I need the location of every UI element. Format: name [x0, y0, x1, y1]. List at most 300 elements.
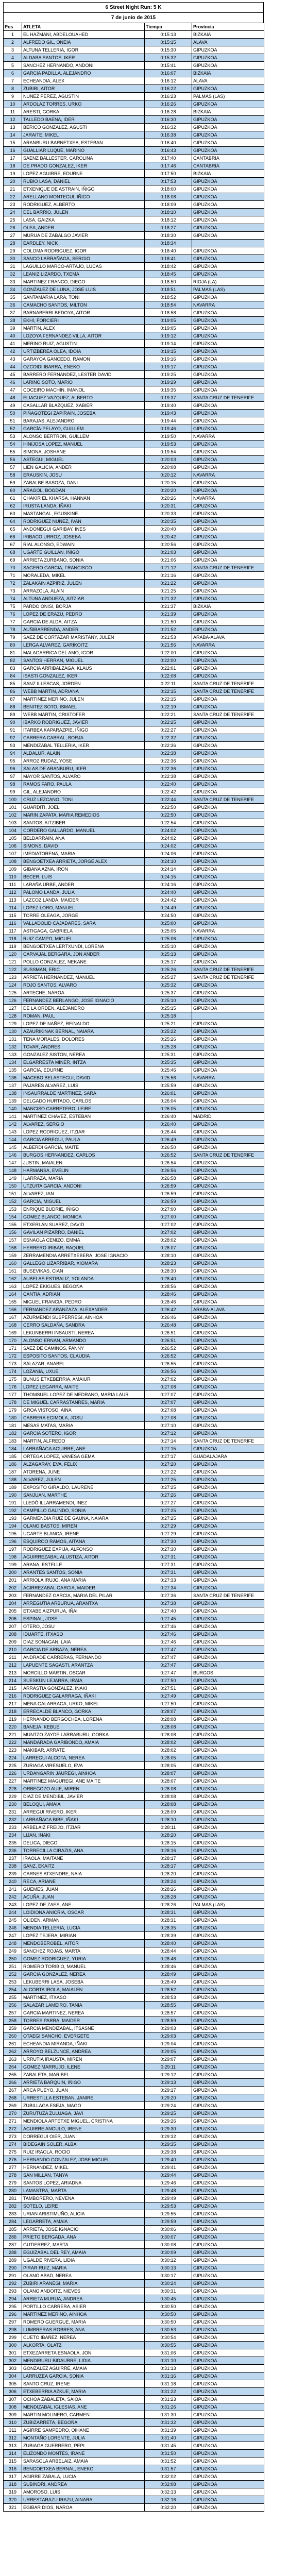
- cell-province: SANTA CRUZ DE TENERIFE: [192, 680, 264, 688]
- cell-athlete: URRUTIA IRAUSTA, MIREN: [22, 2056, 145, 2063]
- cell-time: 0:18:34: [145, 240, 192, 247]
- cell-position: 205: [4, 1607, 22, 1615]
- cell-position: 240: [4, 1878, 22, 1886]
- table-row: [4, 2025, 264, 2032]
- cell-province: GIPUZKOA: [192, 912, 264, 920]
- cell-athlete: RODRIGUEZ GALARRAGA, IÑAKI: [22, 1692, 145, 1700]
- cell-athlete: HARMANSA, EVELIN: [22, 1167, 145, 1175]
- cell-position: 16: [4, 147, 22, 155]
- cell-athlete: ALDABA SANTOS, IKER: [22, 54, 145, 62]
- table-row: [4, 641, 264, 649]
- cell-time: 0:27:15: [145, 1445, 192, 1453]
- cell-province: GIPUZKOA: [192, 1584, 264, 1592]
- cell-province: GIPUZKOA: [192, 355, 264, 363]
- table-row: [4, 989, 264, 997]
- table-row: [4, 927, 264, 935]
- cell-province: GIPUZKOA: [192, 402, 264, 410]
- cell-province: GIPUZKOA: [192, 1793, 264, 1801]
- cell-athlete: LOPEZ LEGARRA, MAITE: [22, 1383, 145, 1391]
- cell-province: GIPUZKOA: [192, 2009, 264, 2017]
- cell-province: GIPUZKOA: [192, 54, 264, 62]
- cell-athlete: RAMOS FARO, PAULA: [22, 781, 145, 788]
- cell-time: 0:28:02: [145, 1747, 192, 1754]
- cell-province: GIPUZKOA: [192, 2249, 264, 2257]
- cell-province: GIPUZKOA: [192, 2056, 264, 2063]
- cell-position: 138: [4, 1090, 22, 1097]
- table-row: [4, 549, 264, 556]
- cell-time: 0:25:22: [145, 1028, 192, 1036]
- cell-athlete: MARTINEZ CHAVEZ, ESTEBAN: [22, 1113, 145, 1121]
- cell-athlete: ALDALUR, ALAIN: [22, 750, 145, 757]
- cell-province: GIPUZKOA: [192, 1028, 264, 1036]
- cell-position: 101: [4, 804, 22, 811]
- cell-athlete: GARCIA GONZALEZ, NEREA: [22, 1971, 145, 1978]
- cell-position: 290: [4, 2264, 22, 2272]
- cell-province: GIPUZKOA: [192, 819, 264, 827]
- table-row: [4, 1577, 264, 1584]
- cell-province: GIPUZKOA: [192, 889, 264, 896]
- table-row: [4, 2056, 264, 2063]
- cell-province: GIPUZKOA: [192, 1406, 264, 1414]
- cell-athlete: LARRAÑAGA BIBE, IÑAKI: [22, 1816, 145, 1824]
- cell-time: 0:20:20: [145, 487, 192, 495]
- cell-athlete: ZALAKAIN AZPIRIZ, JULEN: [22, 580, 145, 587]
- cell-athlete: URDANGARIN JAUREGI, AINHOA: [22, 1770, 145, 1777]
- cell-position: 222: [4, 1739, 22, 1747]
- cell-position: 295: [4, 2303, 22, 2311]
- table-row: [4, 2187, 264, 2195]
- cell-position: 152: [4, 1198, 22, 1206]
- cell-time: 0:31:50: [145, 2450, 192, 2458]
- cell-position: 267: [4, 2087, 22, 2094]
- cell-position: 98: [4, 781, 22, 788]
- cell-position: 227: [4, 1777, 22, 1785]
- cell-province: GIPUZKOA: [192, 533, 264, 541]
- cell-position: 103: [4, 819, 22, 827]
- table-row: [4, 394, 264, 402]
- table-row: [4, 1770, 264, 1777]
- cell-athlete: THOMSUEL LOPEZ DE MEDRANO, MARIA LAUR: [22, 1391, 145, 1399]
- cell-time: 0:31:32: [145, 2419, 192, 2427]
- cell-time: 0:30:17: [145, 2272, 192, 2280]
- cell-athlete: ZABALETA, MARIBEL: [22, 2071, 145, 2079]
- cell-position: 264: [4, 2063, 22, 2071]
- cell-athlete: ESPINAL, JOSE: [22, 1615, 145, 1623]
- table-row: [4, 209, 264, 216]
- table-row: [4, 1808, 264, 1816]
- cell-time: 0:27:30: [145, 1538, 192, 1546]
- table-row: [4, 2141, 264, 2148]
- table-row: [4, 2087, 264, 2094]
- cell-time: 0:27:47: [145, 1662, 192, 1669]
- cell-position: 93: [4, 742, 22, 750]
- table-row: [4, 1260, 264, 1267]
- cell-position: 59: [4, 479, 22, 487]
- table-row: [4, 2481, 264, 2488]
- cell-time: 0:29:59: [145, 2218, 192, 2226]
- cell-position: 14: [4, 131, 22, 139]
- table-row: [4, 1468, 264, 1476]
- cell-position: 303: [4, 2365, 22, 2372]
- table-row: [4, 1515, 264, 1522]
- cell-time: 0:26:05: [145, 1105, 192, 1113]
- cell-time: 0:29:13: [145, 2079, 192, 2087]
- cell-time: 0:29:44: [145, 2172, 192, 2179]
- cell-position: 273: [4, 2133, 22, 2141]
- table-row: [4, 1569, 264, 1577]
- cell-province: GIPUZKOA: [192, 1515, 264, 1522]
- cell-position: 12: [4, 116, 22, 124]
- cell-position: 195: [4, 1530, 22, 1538]
- table-row: [4, 2063, 264, 2071]
- cell-time: 0:28:52: [145, 1986, 192, 1994]
- cell-province: SANTA CRUZ DE TENERIFE: [192, 796, 264, 804]
- cell-province: GIPUZKOA: [192, 348, 264, 355]
- cell-position: 247: [4, 1932, 22, 1940]
- cell-time: 0:20:26: [145, 495, 192, 502]
- cell-athlete: BUNUS ETXEBERRIA, AMAIUR: [22, 1376, 145, 1383]
- cell-position: 141: [4, 1113, 22, 1121]
- cell-province: GIPUZKOA: [192, 1855, 264, 1862]
- cell-province: GIPUZKOA: [192, 2032, 264, 2040]
- cell-athlete: ARTECHE, NAROA: [22, 989, 145, 997]
- cell-position: 105: [4, 835, 22, 842]
- cell-position: 234: [4, 1832, 22, 1839]
- table-row: [4, 1700, 264, 1708]
- cell-province: GIPUZKOA: [192, 1244, 264, 1252]
- cell-position: 37: [4, 309, 22, 317]
- cell-athlete: SANCHEZ HERNANDO, ANDONI: [22, 62, 145, 70]
- table-row: [4, 1097, 264, 1105]
- cell-athlete: ALTUNA ANDUEZA, AITZIAR: [22, 595, 145, 603]
- cell-athlete: RUIZ IRAOLA, ROCIO: [22, 2148, 145, 2156]
- cell-position: 85: [4, 680, 22, 688]
- cell-position: 131: [4, 1036, 22, 1043]
- cell-time: 0:27:47: [145, 1669, 192, 1677]
- cell-position: 255: [4, 1994, 22, 2002]
- cell-time: 0:25:18: [145, 1012, 192, 1020]
- cell-province: PALMAS (LAS): [192, 1901, 264, 1909]
- cell-time: 0:28:08: [145, 1785, 192, 1793]
- cell-province: GIPUZKOA: [192, 2434, 264, 2442]
- cell-position: 167: [4, 1314, 22, 1321]
- cell-time: 0:26:50: [145, 1144, 192, 1151]
- cell-athlete: LIEN GALICIA, ANDER: [22, 464, 145, 471]
- cell-province: GIPUZKOA: [192, 85, 264, 93]
- table-row: [4, 1862, 264, 1870]
- cell-province: GIPUZKOA: [192, 1546, 264, 1553]
- cell-athlete: GAVILAN PIZARRO, DANIEL: [22, 1229, 145, 1236]
- table-row: [4, 966, 264, 974]
- cell-province: GIPUZKOA: [192, 2226, 264, 2233]
- cell-province: GIPUZKOA: [192, 2318, 264, 2326]
- cell-province: GIPUZKOA: [192, 2233, 264, 2241]
- cell-province: GIPUZKOA: [192, 873, 264, 881]
- table-row: [4, 1445, 264, 1453]
- cell-position: 293: [4, 2287, 22, 2295]
- cell-province: GIPUZKOA: [192, 386, 264, 394]
- cell-athlete: ARDOLAZ TORRES, URKO: [22, 100, 145, 108]
- cell-province: GIPUZKOA: [192, 2365, 264, 2372]
- cell-time: 0:29:11: [145, 2063, 192, 2071]
- cell-province: GIPUZKOA: [192, 1631, 264, 1638]
- cell-athlete: BARAJAS, ALEJANDRO: [22, 417, 145, 425]
- cell-time: 0:26:52: [145, 1352, 192, 1360]
- cell-athlete: ARRAZOLA, ALAIN: [22, 587, 145, 595]
- table-row: [4, 332, 264, 340]
- table-row: [4, 734, 264, 742]
- cell-province: GIPUZKOA: [192, 2280, 264, 2287]
- cell-province: GIPUZKOA: [192, 2427, 264, 2434]
- table-row: [4, 1252, 264, 1260]
- table-row: [4, 842, 264, 850]
- cell-position: 192: [4, 1507, 22, 1515]
- table-row: [4, 286, 264, 294]
- cell-time: 0:26:56: [145, 1368, 192, 1376]
- cell-province: GIPUZKOA: [192, 1747, 264, 1754]
- cell-position: 301: [4, 2349, 22, 2357]
- cell-position: 280: [4, 2187, 22, 2195]
- cell-athlete: CARVAJAL BERGARA, JON ANDER: [22, 951, 145, 958]
- cell-athlete: ARANA, ESTELLE: [22, 1561, 145, 1569]
- cell-athlete: MESAS MATAS, MARIA: [22, 1422, 145, 1430]
- cell-athlete: UGARTE BLANCA, IRENE: [22, 1530, 145, 1538]
- cell-province: ARABA-ALAVA: [192, 1306, 264, 1314]
- table-row: [4, 1074, 264, 1082]
- cell-province: GIPUZKOA: [192, 2040, 264, 2048]
- cell-province: GIPUZKOA: [192, 1677, 264, 1685]
- cell-time: 0:27:50: [145, 1677, 192, 1685]
- cell-time: 0:18:12: [145, 216, 192, 224]
- cell-time: 0:31:23: [145, 2396, 192, 2403]
- table-header-row: [4, 23, 264, 31]
- cell-position: 38: [4, 317, 22, 325]
- cell-athlete: CERRO SALDAÑA, SANDRA: [22, 1321, 145, 1329]
- cell-province: GIPUZKOA: [192, 1182, 264, 1190]
- table-row: [4, 2380, 264, 2388]
- cell-athlete: BARRERO FERNANDEZ, LESTER DAVID: [22, 371, 145, 379]
- cell-athlete: ARRIETA ZURBANO, SONIA: [22, 556, 145, 564]
- cell-position: 253: [4, 1978, 22, 1986]
- cell-athlete: DEL BARRIO, JULEN: [22, 209, 145, 216]
- cell-position: 166: [4, 1306, 22, 1314]
- cell-position: 146: [4, 1151, 22, 1159]
- table-row: [4, 2172, 264, 2179]
- cell-position: 117: [4, 927, 22, 935]
- cell-position: 187: [4, 1468, 22, 1476]
- table-row: [4, 263, 264, 270]
- cell-position: 44: [4, 363, 22, 371]
- cell-athlete: BECER, LUIS: [22, 873, 145, 881]
- cell-province: SANTA CRUZ DE TENERIFE: [192, 564, 264, 572]
- table-row: [4, 1893, 264, 1901]
- cell-province: GIPUZKOA: [192, 580, 264, 587]
- cell-position: 318: [4, 2481, 22, 2488]
- cell-province: GIPUZKOA: [192, 100, 264, 108]
- cell-position: 74: [4, 595, 22, 603]
- cell-province: ALAVA: [192, 77, 264, 85]
- table-row: [4, 665, 264, 672]
- cell-athlete: ATORENA, JUNE: [22, 1468, 145, 1476]
- cell-province: GIPUZKOA: [192, 842, 264, 850]
- cell-athlete: ZURUTUZA ZULUAGA, JAVI: [22, 2110, 145, 2117]
- cell-province: GIPUZKOA: [192, 2419, 264, 2427]
- cell-province: GIPUZKOA: [192, 904, 264, 912]
- cell-position: 61: [4, 495, 22, 502]
- cell-time: 0:27:08: [145, 1414, 192, 1422]
- cell-position: 140: [4, 1105, 22, 1113]
- cell-time: 0:26:59: [145, 1190, 192, 1198]
- cell-position: 164: [4, 1291, 22, 1298]
- cell-time: 0:27:07: [145, 1391, 192, 1399]
- cell-athlete: SUSSMAN, ERIC: [22, 966, 145, 974]
- cell-athlete: MURUA DE ZABALGO JAVIER: [22, 232, 145, 240]
- cell-position: 254: [4, 1986, 22, 1994]
- cell-time: 0:26:52: [145, 1345, 192, 1352]
- cell-province: GIPUZKOA: [192, 2481, 264, 2488]
- cell-province: GIPUZKOA: [192, 1066, 264, 1074]
- cell-athlete: UTZUITA GARCIA, ANDONI: [22, 1182, 145, 1190]
- cell-athlete: POLLO GONZALEZ, NEKANE: [22, 958, 145, 966]
- cell-province: GIPUZKOA: [192, 1005, 264, 1012]
- cell-province: GIPUZKOA: [192, 1499, 264, 1507]
- cell-time: 0:26:04: [145, 1097, 192, 1105]
- cell-position: 321: [4, 2504, 22, 2512]
- cell-athlete: LAZCOZ LANDA, MAIDER: [22, 896, 145, 904]
- cell-athlete: LARIÑO SOTO, MARIO: [22, 379, 145, 386]
- cell-province: GIPUZKOA: [192, 1275, 264, 1283]
- cell-position: 25: [4, 216, 22, 224]
- cell-athlete: SAEZ DE CORTAZAR MARISTANY, JULEN: [22, 634, 145, 641]
- cell-time: 0:27:14: [145, 1437, 192, 1445]
- cell-athlete: IRAOLA, MAITANE: [22, 1855, 145, 1862]
- cell-time: 0:29:05: [145, 2048, 192, 2056]
- cell-province: GIPUZKOA: [192, 2342, 264, 2349]
- cell-athlete: FERNANDEZ ARANZAZA, ALEXANDER: [22, 1306, 145, 1314]
- cell-time: 0:21:53: [145, 634, 192, 641]
- cell-athlete: GARCÍA-PELAYO, GUILLEM: [22, 425, 145, 433]
- cell-time: 0:19:12: [145, 332, 192, 340]
- cell-time: 0:22:42: [145, 788, 192, 796]
- cell-athlete: GOMEZ BLANCO, MONICA: [22, 1213, 145, 1221]
- table-row: [4, 2102, 264, 2110]
- table-row: [4, 39, 264, 46]
- cell-time: 0:22:15: [145, 688, 192, 696]
- cell-position: 125: [4, 989, 22, 997]
- cell-time: 0:28:30: [145, 1267, 192, 1275]
- cell-province: GIPUZKOA: [192, 2403, 264, 2411]
- cell-time: 0:26:49: [145, 1136, 192, 1144]
- table-row: [4, 193, 264, 201]
- cell-time: 0:28:02: [145, 1236, 192, 1244]
- table-row: [4, 1917, 264, 1924]
- cell-province: GIPUZKOA: [192, 773, 264, 781]
- cell-time: 0:31:26: [145, 2403, 192, 2411]
- table-row: [4, 1855, 264, 1862]
- cell-province: GIPUZKOA: [192, 618, 264, 626]
- cell-time: 0:30:50: [145, 2303, 192, 2311]
- cell-position: 67: [4, 541, 22, 549]
- cell-time: 0:31:45: [145, 2442, 192, 2450]
- cell-athlete: AGUIRREZABAL ALUSTIZA, AITOR: [22, 1553, 145, 1561]
- cell-position: 76: [4, 611, 22, 618]
- cell-time: 0:22:27: [145, 726, 192, 734]
- cell-time: 0:18:09: [145, 201, 192, 209]
- cell-athlete: MANDARADA GARIBONDO, AMAIA: [22, 1739, 145, 1747]
- cell-athlete: MARTINEZ FRANCO, DIEGO: [22, 278, 145, 286]
- cell-position: 223: [4, 1747, 22, 1754]
- table-row: [4, 1144, 264, 1151]
- cell-athlete: AZURMENDI SUSPERREGI, AINHOA: [22, 1314, 145, 1321]
- cell-athlete: ZUBIRI ARANEGI, MARIA: [22, 2280, 145, 2287]
- cell-position: 8: [4, 85, 22, 93]
- cell-province: GIPUZKOA: [192, 1692, 264, 1700]
- cell-time: 0:25:31: [145, 1051, 192, 1059]
- cell-position: 71: [4, 572, 22, 580]
- cell-time: 0:22:19: [145, 703, 192, 711]
- cell-athlete: RODRIGUEZ, ALBERTO: [22, 201, 145, 209]
- cell-athlete: GIBANA AZNA, IRON: [22, 866, 145, 873]
- cell-position: 6: [4, 70, 22, 77]
- cell-athlete: ROJO SANTOS, ALVARO: [22, 981, 145, 989]
- table-row: [4, 1043, 264, 1051]
- cell-athlete: MASTANGAL, EGUSKINE: [22, 510, 145, 518]
- cell-athlete: LIJAN, INAKI: [22, 1832, 145, 1839]
- cell-position: 177: [4, 1391, 22, 1399]
- cell-position: 128: [4, 1012, 22, 1020]
- cell-province: GIPUZKOA: [192, 2195, 264, 2202]
- cell-athlete: LOPEZ RODRIGUEZ, ITZIAR: [22, 1128, 145, 1136]
- cell-time: 0:32:02: [145, 2473, 192, 2481]
- cell-time: 0:24:16: [145, 881, 192, 889]
- cell-time: 0:31:10: [145, 2357, 192, 2365]
- cell-time: 0:31:16: [145, 2372, 192, 2380]
- cell-athlete: COCEIRO MACHIN, IMANOL: [22, 386, 145, 394]
- table-row: [4, 1631, 264, 1638]
- cell-position: 285: [4, 2226, 22, 2233]
- cell-province: GIPUZKOA: [192, 487, 264, 495]
- cell-position: 284: [4, 2218, 22, 2226]
- table-row: [4, 1298, 264, 1306]
- table-row: [4, 1553, 264, 1561]
- cell-position: 172: [4, 1352, 22, 1360]
- cell-position: 132: [4, 1043, 22, 1051]
- cell-position: 266: [4, 2079, 22, 2087]
- cell-time: 0:31:40: [145, 2434, 192, 2442]
- cell-athlete: GONZALEZ AGUIRRE, AMAIA: [22, 2365, 145, 2372]
- cell-province: GIPUZKOA: [192, 255, 264, 263]
- cell-athlete: RIAL ALONSO, EDWAIN: [22, 541, 145, 549]
- cell-province: GIPUZKOA: [192, 1770, 264, 1777]
- cell-province: GIPUZKOA: [192, 2102, 264, 2110]
- cell-position: 56: [4, 456, 22, 464]
- cell-province: GIPUZKOA: [192, 781, 264, 788]
- cell-position: 242: [4, 1893, 22, 1901]
- cell-position: 310: [4, 2419, 22, 2427]
- cell-province: GIPUZKOA: [192, 804, 264, 811]
- cell-athlete: ERAUSKIN, JOSU: [22, 471, 145, 479]
- cell-position: 19: [4, 170, 22, 178]
- table-row: [4, 85, 264, 93]
- cell-province: GIPUZKOA: [192, 649, 264, 657]
- cell-time: 0:27:02: [145, 1376, 192, 1383]
- cell-athlete: MENDIBURU BIDAURRE, LIDIA: [22, 2357, 145, 2365]
- cell-athlete: MARTINEZ MERINO, JULEN: [22, 696, 145, 703]
- cell-province: GIPUZKOA: [192, 2002, 264, 2009]
- cell-time: 0:27:00: [145, 1213, 192, 1221]
- cell-province: GIPUZKOA: [192, 1260, 264, 1267]
- page-title: 6 Street Night Run: 5 K: [3, 2, 264, 12]
